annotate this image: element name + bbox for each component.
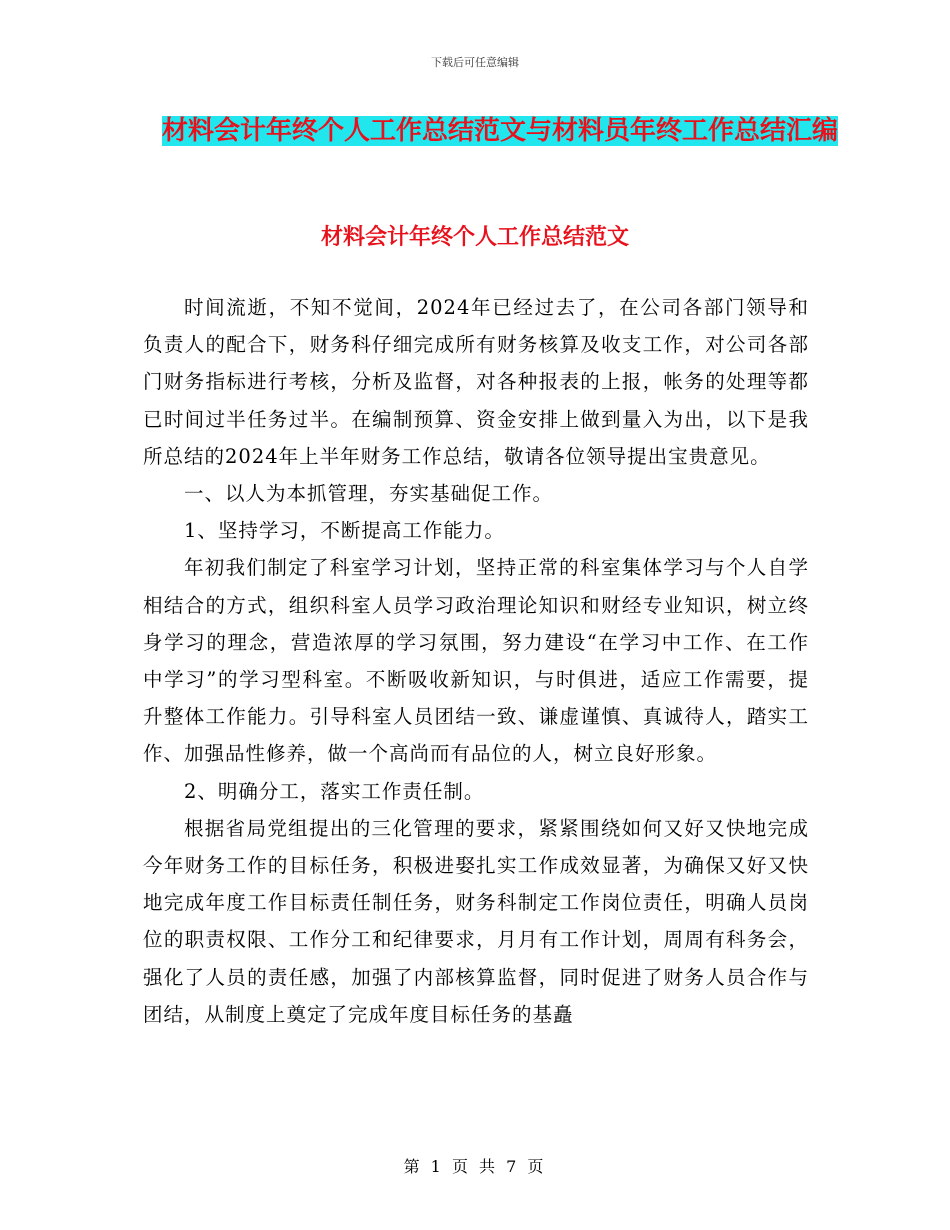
document-body bbox=[143, 289, 809, 1033]
paragraph: 一、以人为本抓管理，夯实基础促工作。 bbox=[183, 482, 553, 506]
document-title-text: 材料会计年终个人工作总结范文与材料员年终工作总结汇编 bbox=[161, 116, 838, 146]
header-note: 下载后可任意编辑 bbox=[431, 56, 519, 69]
paragraph: 时间流逝，不知不觉间，2024年已经过去了，在公司各部门领导和负责人的配合下，财务科仔细完成所有财务核算及收支工作，对公司各部门财务指标进行考核，分析及监督，对各种报表的上报，帐务的处理等都已时间过半任务过半。在编制预算、资金安排上做到量入为出，以下是我所总结的2024年上半年财务工作总结，敬请各位领导提出宝贵意见。 bbox=[143, 296, 809, 468]
document-title bbox=[150, 106, 850, 156]
paragraph: 1、坚持学习，不断提高工作能力。 bbox=[183, 519, 505, 543]
page-number-footer: 第 1 页 共 7 页 bbox=[403, 1157, 547, 1176]
paragraph: 年初我们制定了科室学习计划，坚持正常的科室集体学习与个人自学相结合的方式，组织科室人员学习政治理论知识和财经专业知识，树立终身学习的理念，营造浓厚的学习氛围，努力建设“在学习中工作、在工作中学习”的学习型科室。不断吸收新知识，与时俱进，适应工作需要，提升整体工作能力。引导科室人员团结一致、谦虚谨慎、真诚待人，踏实工作、加强品性修养，做一个高尚而有品位的人，树立良好形象。 bbox=[143, 556, 809, 766]
paragraph: 2、明确分工，落实工作责任制。 bbox=[183, 779, 485, 803]
section-title: 材料会计年终个人工作总结范文 bbox=[320, 225, 629, 250]
paragraph: 根据省局党组提出的三化管理的要求，紧紧围绕如何又好又快地完成今年财务工作的目标任务，积极进娶扎实工作成效显著，为确保又好又快地完成年度工作目标责任制任务，财务科制定工作岗位责任，明确人员岗位的职责权限、工作分工和纪律要求，月月有工作计划，周周有科务会，强化了人员的责任感，加强了内部核算监督，同时促进了财务人员合作与团结，从制度上奠定了完成年度目标任务的基矗 bbox=[143, 816, 809, 1026]
